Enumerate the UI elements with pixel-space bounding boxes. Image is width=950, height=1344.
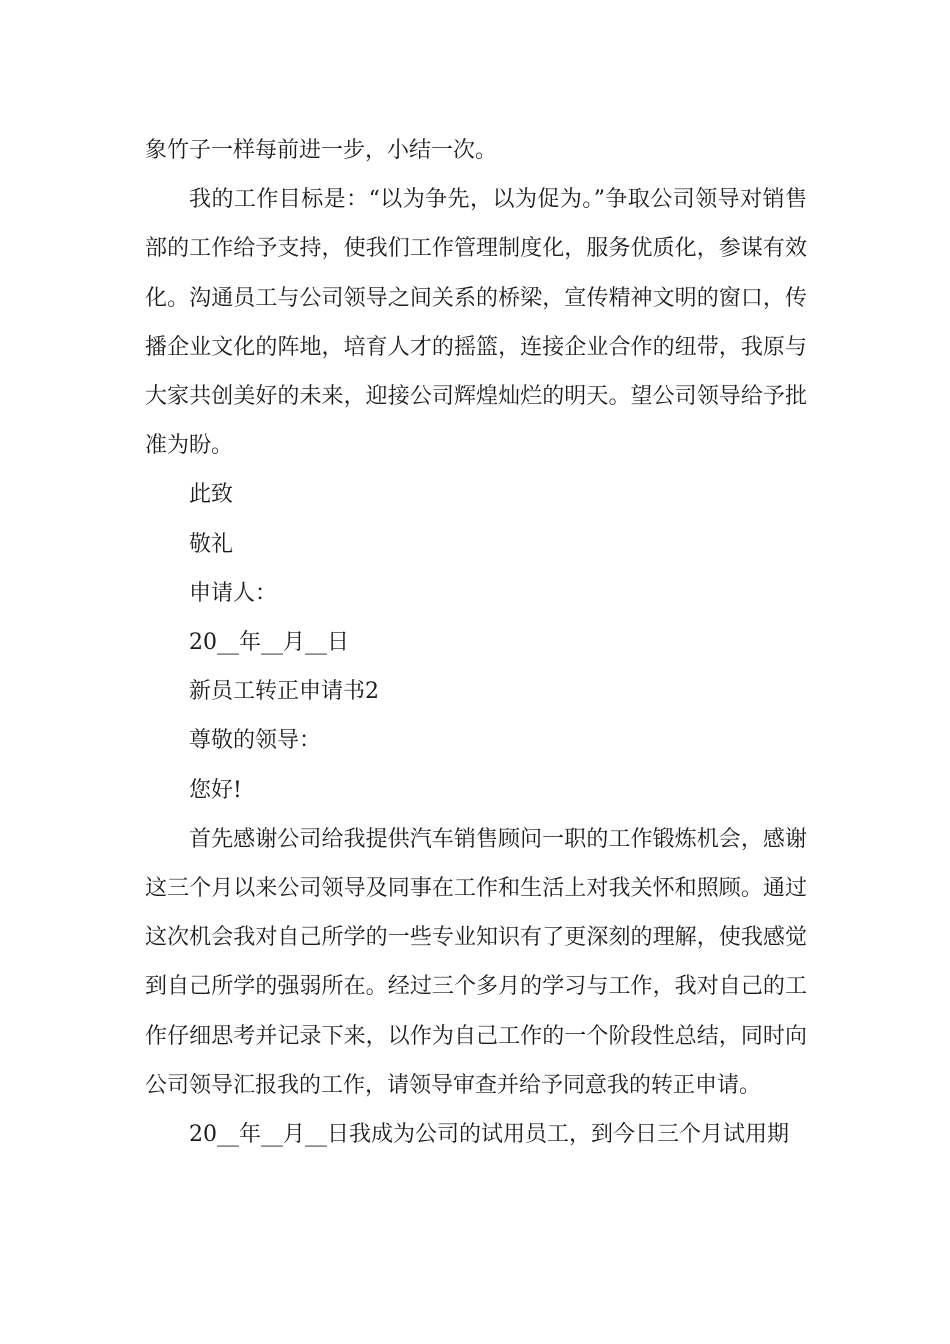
- document-body: [145, 126, 807, 1159]
- closing-salutation-1: 此致: [189, 482, 234, 508]
- closing-salutation-2: 敬礼: [189, 531, 234, 557]
- paragraph-continuation: 象竹子一样每前进一步，小结一次。: [145, 138, 498, 163]
- date-line: 20__年__月__日: [189, 630, 349, 656]
- applicant-label: 申请人：: [189, 580, 278, 606]
- greeting-recipient: 尊敬的领导：: [189, 728, 322, 754]
- paragraph-thanks: 首先感谢公司给我提供汽车销售顾问一职的工作锻炼机会，感谢这三个月以来公司领导及同事在工作和生活上对我关怀和照顾。通过这次机会我对自己所学的一些专业知识有了更深刻的理解，使我感觉到自己所学的强弱所在。经过三个多月的学习与工作，我对自己的工作仔细思考并记录下来，以作为自己工作的一个阶段性总结，同时向公司领导汇报我的工作，请领导审查并给予同意我的转正申请。: [145, 826, 807, 1098]
- greeting-hello: 您好!: [189, 777, 242, 803]
- section-title: 新员工转正申请书2: [189, 679, 379, 705]
- paragraph-probation: 20__年__月__日我成为公司的试用员工，到今日三个月试用期: [189, 1122, 789, 1148]
- paragraph-work-goals: 我的工作目标是：“以为争先，以为促为。”争取公司领导对销售部的工作给予支持，使我们工作管理制度化，服务优质化，参谋有效化。沟通员工与公司领导之间关系的桥梁，宣传精神文明的窗口，传播企业文化的阵地，培育人才的摇篮，连接企业合作的纽带，我原与大家共创美好的未来，迎接公司辉煌灿烂的明天。望公司领导给予批准为盼。: [145, 187, 807, 459]
